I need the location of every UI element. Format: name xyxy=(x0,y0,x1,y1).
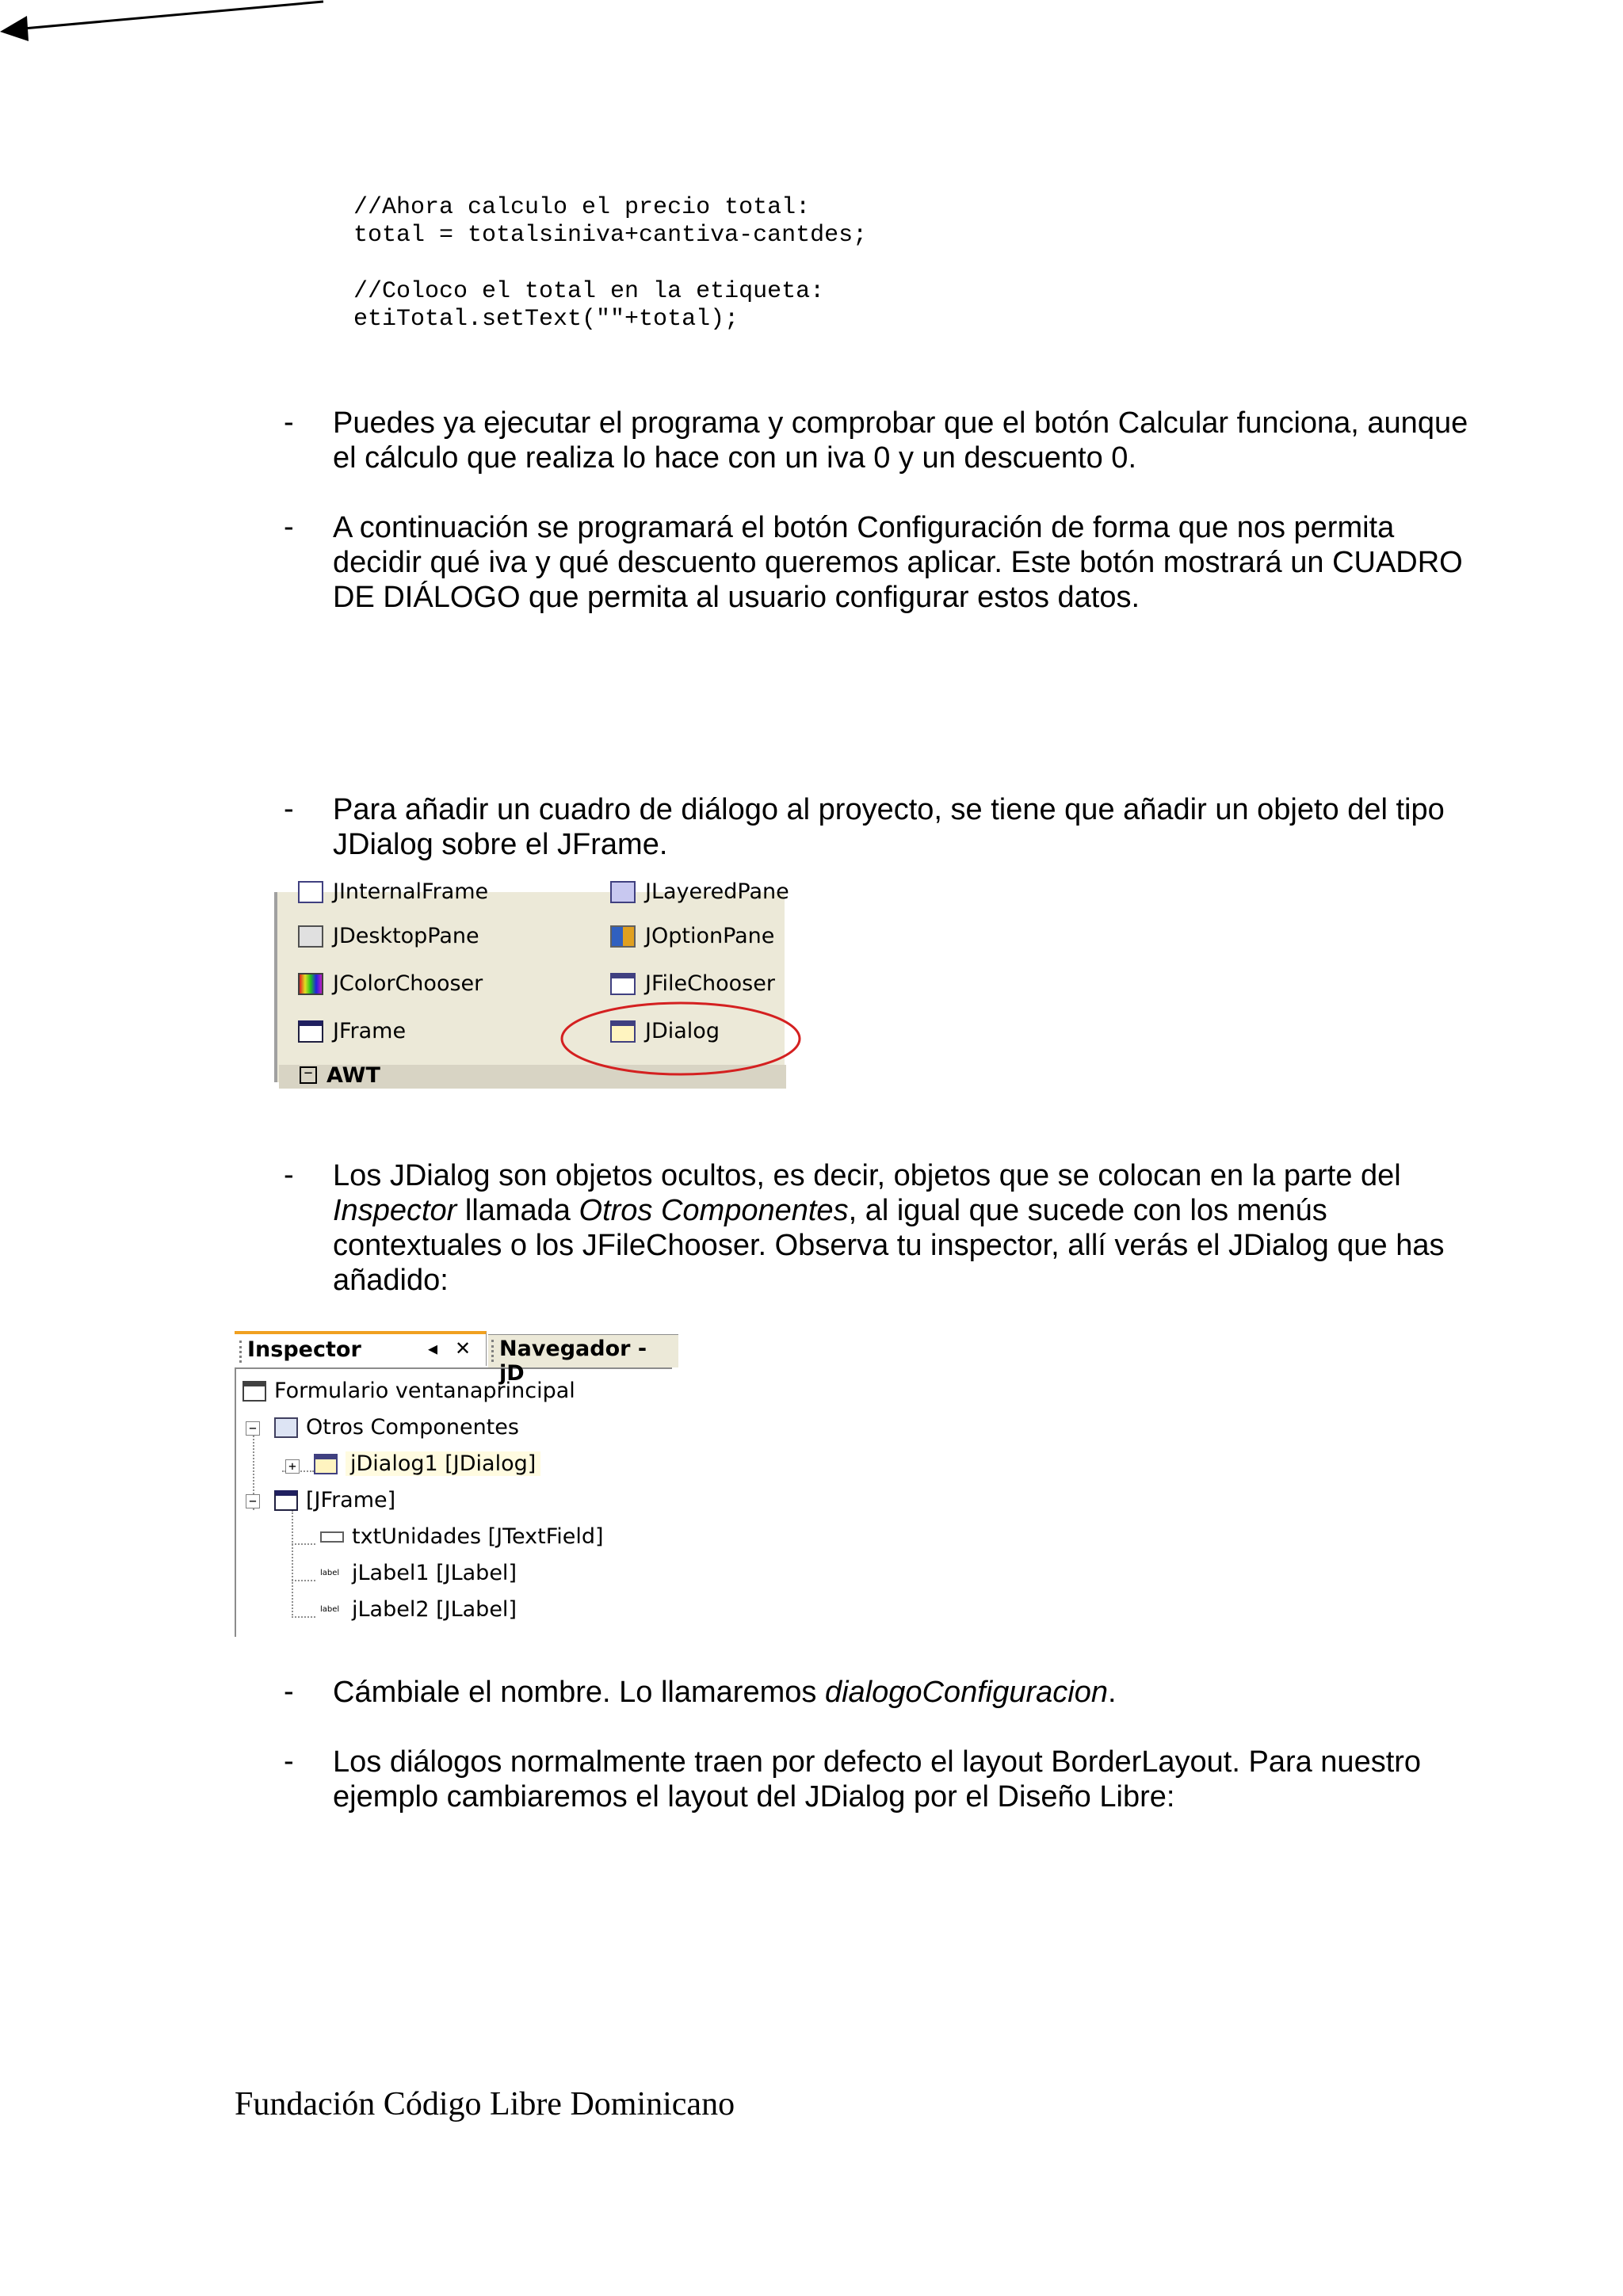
code-line: //Ahora calculo el precio total: xyxy=(353,194,811,221)
tab-inspector[interactable] xyxy=(235,1331,487,1366)
tree-item-jlabel1[interactable]: label jLabel1 [JLabel] xyxy=(320,1561,517,1585)
dialog-icon xyxy=(314,1454,338,1474)
palette-item-jlayeredpane: JLayeredPane xyxy=(610,879,789,904)
bullet-dash: - xyxy=(284,792,294,826)
bullet-dash: - xyxy=(284,1675,294,1708)
desktop-pane-icon xyxy=(298,925,323,948)
palette-item-jframe[interactable]: JFrame xyxy=(298,1019,406,1043)
paragraph-layout: Los diálogos normalmente traen por defecto el layout BorderLayout. Para nuestro ejemplo cambiaremos el layout del JDialog por el Diseño Libre: xyxy=(333,1745,1422,1814)
label-icon: label xyxy=(320,1605,340,1614)
arrow-line xyxy=(0,0,333,48)
tree-item-form[interactable]: Formulario ventanaprincipal xyxy=(242,1379,575,1403)
bullet-dash: - xyxy=(284,1158,294,1192)
bullet-dash: - xyxy=(284,406,294,439)
tree-item-jframe[interactable]: [JFrame] xyxy=(274,1488,395,1512)
palette-item-jdialog[interactable]: JDialog xyxy=(610,1019,720,1043)
option-pane-icon xyxy=(610,925,636,948)
awt-label: AWT xyxy=(327,1063,380,1088)
file-chooser-icon xyxy=(610,973,636,995)
form-icon xyxy=(242,1381,266,1402)
color-chooser-icon xyxy=(298,973,323,995)
expand-toggle[interactable]: + xyxy=(285,1459,300,1474)
page-footer: Fundación Código Libre Dominicano xyxy=(235,2086,735,2122)
other-components-icon xyxy=(274,1417,298,1438)
tab-navigator-label: Navegador - jD xyxy=(499,1337,647,1386)
tree-item-jdialog1[interactable]: jDialog1 [JDialog] xyxy=(314,1451,540,1476)
palette-item-jcolorchooser[interactable]: JColorChooser xyxy=(298,971,483,996)
palette-item-jinternalframe: JInternalFrame xyxy=(298,879,488,904)
paragraph-configuration-button: A continuación se programará el botón Configuración de forma que nos permita decidir qué iva y qué descuento queremos aplicar. Este botón mostrará un CUADRO DE DIÁLOGO que permita al usuario configurar estos datos. xyxy=(333,511,1463,614)
highlight-ellipse xyxy=(559,1000,802,1077)
pin-icon[interactable]: ◂ xyxy=(428,1337,438,1360)
tree-item-jlabel2[interactable]: label jLabel2 [JLabel] xyxy=(320,1597,517,1622)
textfield-icon xyxy=(320,1531,344,1543)
inspector-left-border xyxy=(235,1367,236,1637)
bullet-dash: - xyxy=(284,510,294,543)
paragraph-run-program: Puedes ya ejecutar el programa y comprobar que el botón Calcular funciona, aunque el cálculo que realiza lo hace con un iva 0 y un descuento 0. xyxy=(333,406,1468,475)
tab-inspector-label: Inspector xyxy=(247,1337,361,1362)
tab-navigator[interactable] xyxy=(488,1334,678,1386)
collapse-toggle[interactable]: − xyxy=(246,1421,260,1436)
bullet-dash: - xyxy=(284,1745,294,1778)
palette-item-joptionpane[interactable]: JOptionPane xyxy=(610,924,774,948)
code-line: total = totalsiniva+cantiva-cantdes; xyxy=(353,222,868,249)
paragraph-hidden-objects: Los JDialog son objetos ocultos, es decir, objetos que se colocan en la parte del Inspector llamada Otros Componentes, al igual que sucede con los menús contextuales o los JFileChooser. Observa tu inspector, allí verás el JDialog que has añadido: xyxy=(333,1159,1445,1297)
tree-item-other-components[interactable]: Otros Componentes xyxy=(274,1415,519,1440)
tab-grip xyxy=(239,1341,245,1363)
palette-left-border xyxy=(274,892,277,1082)
internal-frame-icon xyxy=(298,881,323,903)
layered-pane-icon xyxy=(610,881,636,903)
code-line: //Coloco el total en la etiqueta: xyxy=(353,278,825,305)
collapse-toggle[interactable]: − xyxy=(246,1494,260,1508)
frame-icon xyxy=(298,1020,323,1043)
collapse-icon: − xyxy=(300,1066,317,1084)
paragraph-add-dialog: Para añadir un cuadro de diálogo al proyecto, se tiene que añadir un objeto del tipo JDialog sobre el JFrame. xyxy=(333,793,1445,861)
label-icon: label xyxy=(320,1569,340,1577)
palette-item-jfilechooser[interactable]: JFileChooser xyxy=(610,971,775,996)
palette-item-jdesktoppane[interactable]: JDesktopPane xyxy=(298,924,479,948)
tab-grip xyxy=(491,1340,497,1362)
close-icon[interactable]: ✕ xyxy=(455,1337,472,1360)
paragraph-rename: Cámbiale el nombre. Lo llamaremos dialogoConfiguracion. xyxy=(333,1676,1117,1709)
code-line: etiTotal.setText(""+total); xyxy=(353,306,739,333)
inspector-tabs xyxy=(235,1331,672,1386)
frame-icon xyxy=(274,1490,298,1511)
tree-item-txtunidades[interactable]: txtUnidades [JTextField] xyxy=(320,1524,604,1549)
inspector-screenshot xyxy=(235,1331,672,1637)
